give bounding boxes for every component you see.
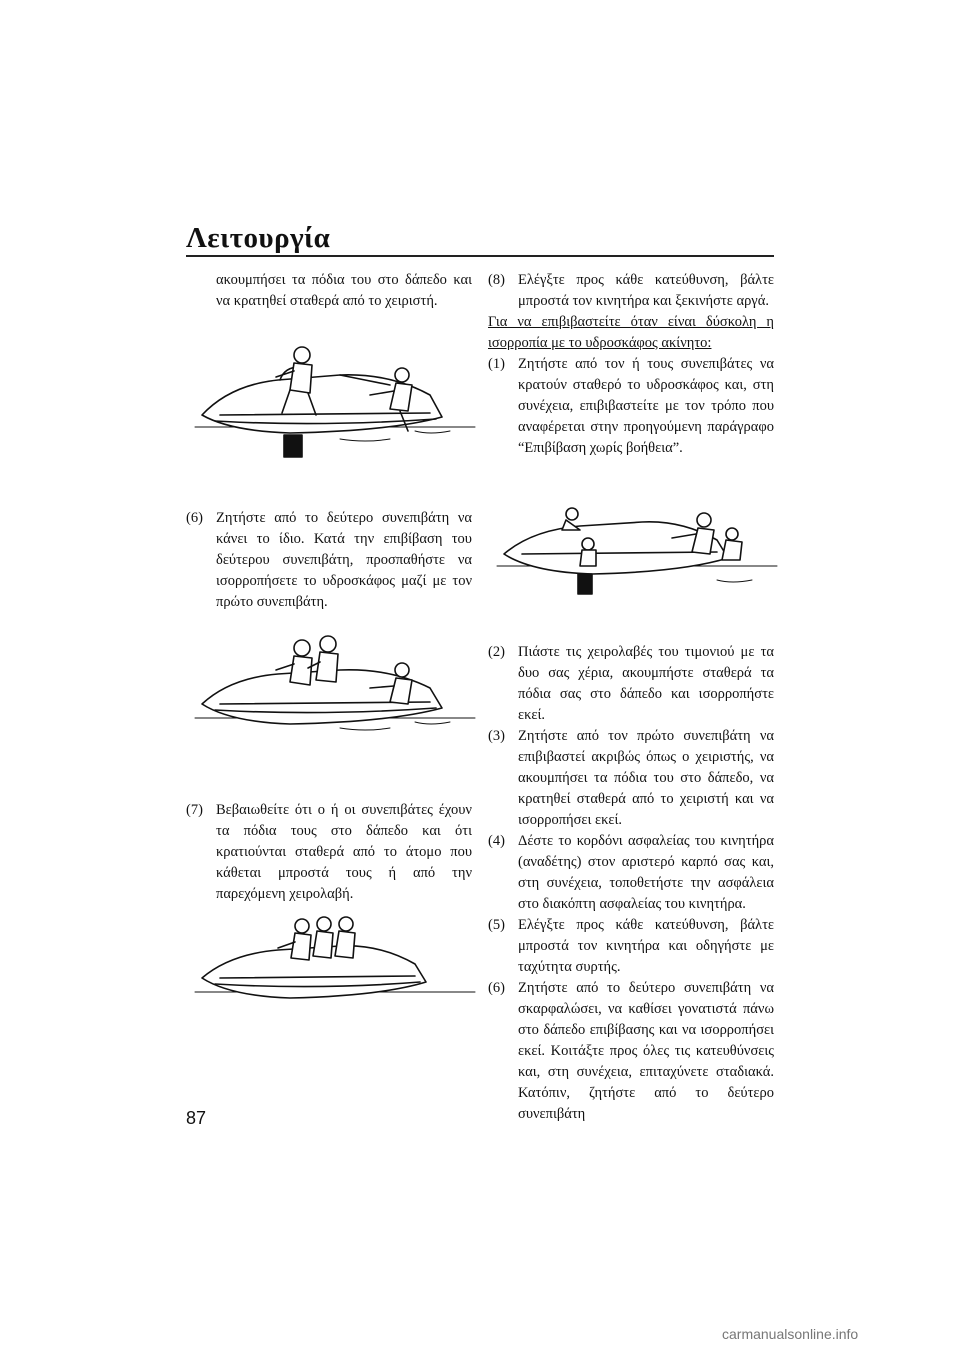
illustration-three-riders-seated <box>190 912 480 1027</box>
left-intro-block <box>186 270 472 312</box>
item-number: (7) <box>186 802 203 818</box>
left-item7-block <box>186 800 472 905</box>
item-text: Ελέγξτε προς κάθε κατεύθυνση, βάλτε μπροστά τον κινητήρα και ξεκινήστε αργά. <box>518 272 774 309</box>
list-item <box>186 508 472 613</box>
item-text: Ζητήστε από το δεύτερο συνεπιβάτη να σκαρφαλώσει, να καθίσει γονατιστά πάνω στο δάπεδο επιβίβασης και να ισορροπήσει εκεί. Κοιτάξτε προς όλες τις κατευθύνσεις και, στη συνέχεια, επιταχύνετε σταδιακά. Κατόπιν, ζητήστε από το δεύτερο συνεπιβάτη <box>518 980 774 1122</box>
list-item <box>488 915 774 978</box>
page-number: 87 <box>186 1108 207 1128</box>
item-number: (6) <box>186 510 203 526</box>
list-item <box>488 270 774 312</box>
item-text: Ζητήστε από τον ή τους συνεπιβάτες να κρατούν σταθερό το υδροσκάφος και, στη συνέχεια, επιβιβαστείτε με τον τρόπο που αναφέρεται στην προηγούμενη παράγραφο “Επιβίβαση χωρίς βοήθεια”. <box>518 356 774 456</box>
item-number: (2) <box>488 644 505 660</box>
list-item <box>488 354 774 459</box>
item-number: (1) <box>488 356 505 372</box>
right-bottom-block <box>488 642 774 1125</box>
item-number: (6) <box>488 980 505 996</box>
item-number: (3) <box>488 728 505 744</box>
item-number: (5) <box>488 917 505 933</box>
header-rule <box>186 255 774 257</box>
page-title: Λειτουργία <box>186 222 331 254</box>
illustration-passenger-boarding <box>190 335 480 470</box>
section-subheading: Για να επιβιβαστείτε όταν είναι δύσκολη η ισορροπία με το υδροσκάφος ακίνητο: <box>488 314 774 351</box>
list-item <box>488 978 774 1125</box>
left-intro-text: ακουμπήσει τα πόδια του στο δάπεδο και να κρατηθεί σταθερά από το χειριστή. <box>216 272 472 309</box>
item-text: Πιάστε τις χειρολαβές του τιμονιού με τα δυο σας χέρια, ακουμπήστε σταθερά τα πόδια σας στο δάπεδο και ισορροπήστε εκεί. <box>518 644 774 723</box>
illustration-second-passenger-boarding <box>190 630 480 750</box>
item-number: (4) <box>488 833 505 849</box>
item-text: Βεβαιωθείτε ότι ο ή οι συνεπιβάτες έχουν τα πόδια τους στο δάπεδο και ότι κρατιούνται σταθερά από το άτομο που κάθεται μπροστά τους ή από την παρεχόμενη χειρολαβή. <box>216 802 472 902</box>
right-top-block <box>488 270 774 459</box>
item-text: Ζητήστε από τον πρώτο συνεπιβάτη να επιβιβαστεί ακριβώς όπως ο χειριστής, να ακουμπήσει τα πόδια του στο δάπεδο, να κρατηθεί σταθερά από το χειριστή και να ισορροπήσει εκεί. <box>518 728 774 828</box>
item-text: Ελέγξτε προς κάθε κατεύθυνση, βάλτε μπροστά τον κινητήρα και οδηγήστε με ταχύτητα συρτής. <box>518 917 774 975</box>
item-text: Ζητήστε από το δεύτερο συνεπιβάτη να κάνει το ίδιο. Κατά την επιβίβαση του δεύτερου συνεπιβάτη, προσπαθήστε να ισορροπήσετε το υδροσκάφος μαζί με τον πρώτο συνεπιβάτη. <box>216 510 472 610</box>
item-text: Δέστε το κορδόνι ασφαλείας του κινητήρα (αναδέτης) στον αριστερό καρπό σας και, στη συνέχεια, τοποθετήστε την ασφάλεια στο διακόπτη ασφαλείας του κινητήρα. <box>518 833 774 912</box>
item-number: (8) <box>488 272 505 288</box>
list-item <box>488 726 774 831</box>
list-item <box>488 831 774 915</box>
left-item6-block <box>186 508 472 613</box>
list-item <box>488 642 774 726</box>
illustration-boarding-with-help <box>492 500 782 600</box>
watermark-link[interactable]: carmanualsonline.info <box>722 1326 859 1342</box>
list-item <box>186 800 472 905</box>
